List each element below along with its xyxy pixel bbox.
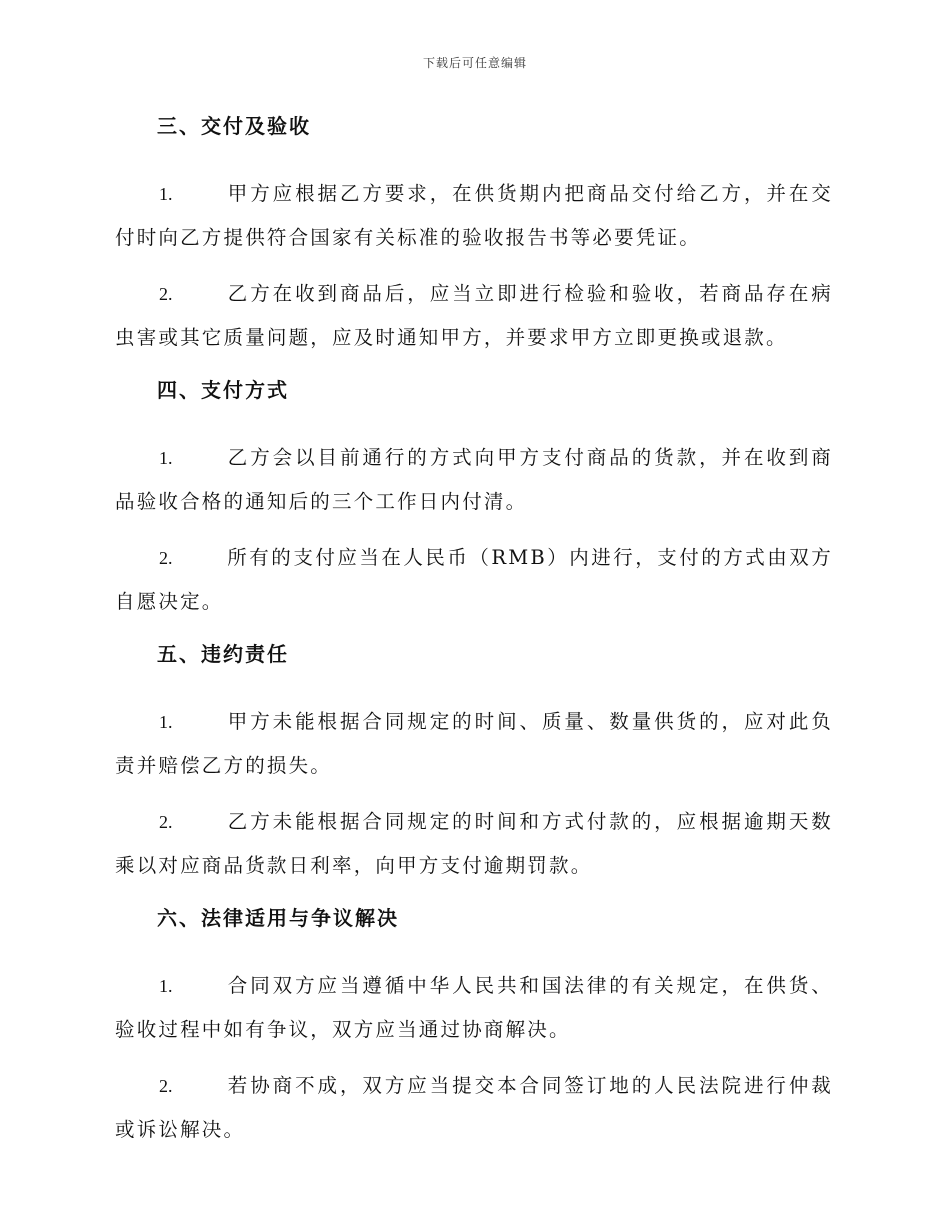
section-heading: 五、违约责任 <box>157 642 289 666</box>
clause-number: 1. <box>159 712 173 732</box>
clause-number: 1. <box>159 976 173 996</box>
clause-text: 甲方未能根据合同规定的时间、质量、数量供货的，应对此负责并赔偿乙方的损失。 <box>115 710 833 777</box>
clause <box>115 536 833 624</box>
clause-number: 2. <box>159 548 173 568</box>
clause-text: 甲方应根据乙方要求，在供货期内把商品交付给乙方，并在交付时向乙方提供符合国家有关标准的验收报告书等必要凭证。 <box>115 182 833 249</box>
header-note: 下载后可任意编辑 <box>422 56 527 70</box>
clause <box>115 272 833 360</box>
section-heading: 三、交付及验收 <box>157 114 311 138</box>
section-breach-liability <box>115 636 833 888</box>
clause-number: 2. <box>159 1076 173 1096</box>
clause <box>115 800 833 888</box>
clause-text: 乙方会以目前通行的方式向甲方支付商品的货款，并在收到商品验收合格的通知后的三个工作日内付清。 <box>115 446 833 513</box>
clause <box>115 700 833 788</box>
clause-number: 1. <box>159 448 173 468</box>
clause <box>115 436 833 524</box>
document-body <box>115 108 833 1164</box>
section-law-dispute <box>115 900 833 1152</box>
clause <box>115 964 833 1052</box>
clause-number: 2. <box>159 284 173 304</box>
clause-text: 乙方在收到商品后，应当立即进行检验和验收，若商品存在病虫害或其它质量问题，应及时通知甲方，并要求甲方立即更换或退款。 <box>115 282 833 349</box>
clause-text: 所有的支付应当在人民币（RMB）内进行，支付的方式由双方自愿决定。 <box>115 546 833 613</box>
section-delivery-acceptance <box>115 108 833 360</box>
clause-number: 2. <box>159 812 173 832</box>
clause <box>115 1064 833 1152</box>
clause-text: 合同双方应当遵循中华人民共和国法律的有关规定，在供货、验收过程中如有争议，双方应当通过协商解决。 <box>115 974 833 1041</box>
clause <box>115 172 833 260</box>
clause-text: 乙方未能根据合同规定的时间和方式付款的，应根据逾期天数乘以对应商品货款日利率，向甲方支付逾期罚款。 <box>115 810 833 877</box>
section-heading: 六、法律适用与争议解决 <box>157 906 399 930</box>
section-heading: 四、支付方式 <box>157 378 289 402</box>
clause-number: 1. <box>159 184 173 204</box>
clause-text: 若协商不成，双方应当提交本合同签订地的人民法院进行仲裁或诉讼解决。 <box>115 1074 833 1141</box>
section-payment-method <box>115 372 833 624</box>
